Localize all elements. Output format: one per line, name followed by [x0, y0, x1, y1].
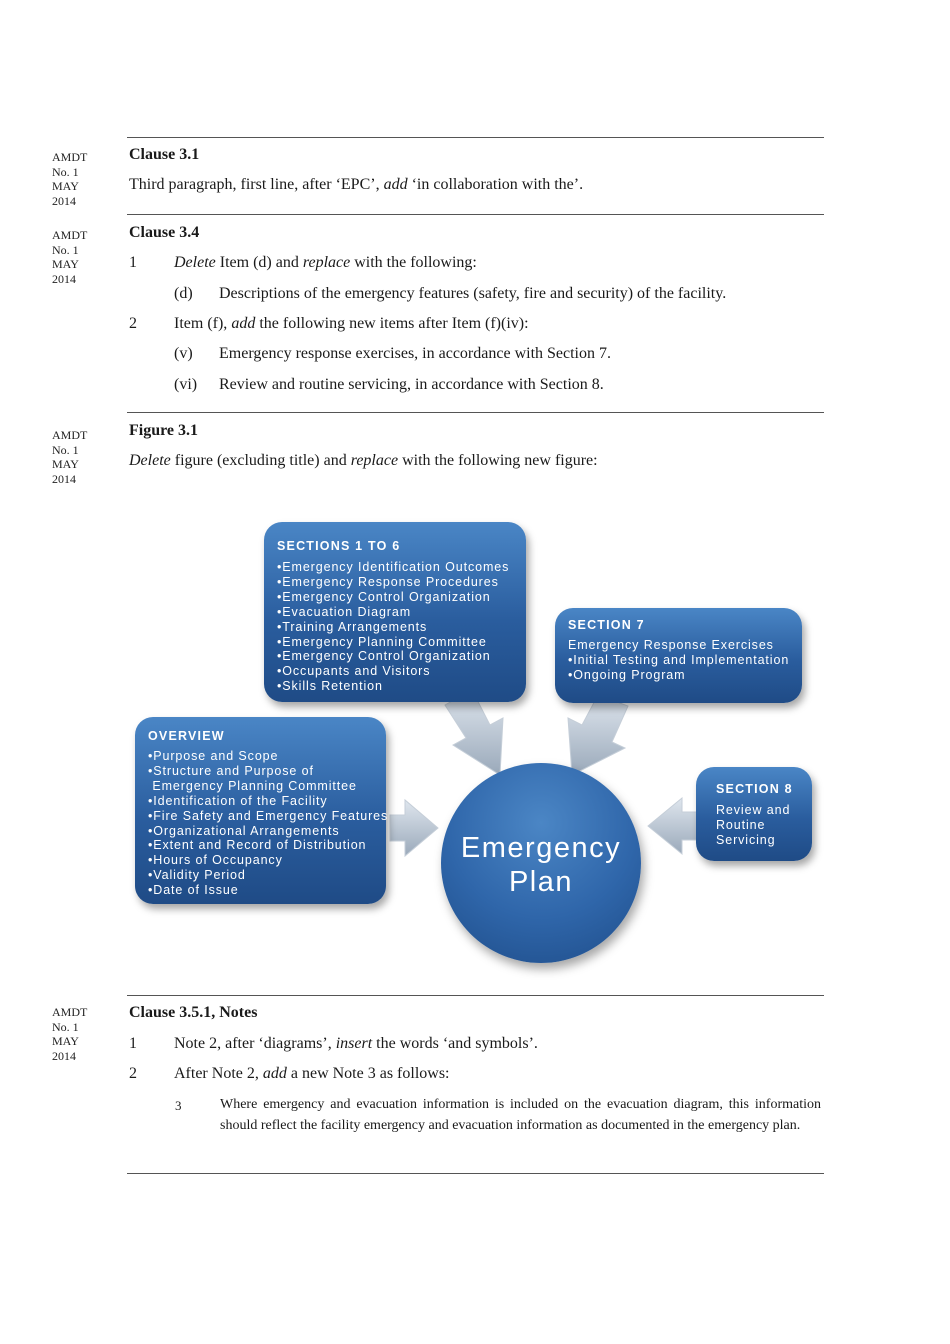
overview-box	[135, 717, 389, 904]
sub-item-label: (v)	[174, 345, 193, 362]
list-item: •Ongoing Program	[568, 667, 686, 682]
list-item: Routine	[716, 817, 766, 832]
list-item: •Emergency Response Procedures	[277, 574, 499, 589]
arrow-from-section-8	[648, 798, 700, 854]
list-item: •Organizational Arrangements	[148, 823, 340, 838]
figure-3-1-text: Delete figure (excluding title) and replace with the following new figure:	[129, 452, 598, 469]
list-item: •Fire Safety and Emergency Features	[148, 808, 389, 823]
emergency-plan-circle	[441, 763, 641, 963]
sub-item-label: (d)	[174, 285, 193, 302]
box-list	[277, 560, 509, 694]
note-number: 3	[175, 1098, 182, 1113]
list-item: •Hours of Occupancy	[148, 853, 283, 868]
list-item: •Extent and Record of Distribution	[148, 838, 367, 853]
figure-3-1-heading: Figure 3.1	[129, 422, 199, 439]
sub-item-vi-text: Review and routine servicing, in accordance with Section 8.	[219, 376, 604, 393]
list-item: •Emergency Planning Committee	[277, 634, 487, 649]
item-number: 2	[129, 1065, 137, 1082]
list-item: •Initial Testing and Implementation	[568, 652, 790, 667]
arrow-from-overview	[390, 800, 438, 856]
clause-3-1-text: Third paragraph, first line, after ‘EPC’, add ‘in collaboration with the’.	[129, 176, 584, 193]
list-item: Servicing	[716, 832, 776, 847]
box-list	[568, 638, 789, 683]
list-item: •Date of Issue	[148, 883, 239, 898]
list-item: •Emergency Identification Outcomes	[277, 560, 510, 574]
clause-3-4-item-1: Delete Item (d) and replace with the following:	[174, 254, 477, 271]
list-item: •Emergency Control Organization	[277, 589, 491, 604]
section-7-box	[555, 608, 802, 703]
list-item: •Structure and Purpose of	[148, 763, 314, 778]
clause-3-4-item-2: Item (f), add the following new items after Item (f)(iv):	[174, 315, 529, 332]
section-8-box	[696, 767, 812, 861]
sub-item-label: (vi)	[174, 376, 198, 393]
arrow-from-sections-1-6	[445, 690, 503, 775]
note-3-text: Where emergency and evacuation information is included on the evacuation diagram, this information should reflect the facility emergency and evacuation information as documented in the emergency plan.	[220, 1097, 821, 1133]
box-title: OVERVIEW	[148, 729, 225, 743]
arrow-from-section-7	[568, 695, 628, 775]
amendment-note: AMDT No. 1 MAY 2014	[52, 428, 88, 486]
sub-item-d-text: Descriptions of the emergency features (safety, fire and security) of the facility.	[219, 285, 727, 302]
list-item: •Evacuation Diagram	[277, 604, 412, 619]
clause-3-1-heading: Clause 3.1	[129, 146, 200, 163]
list-item: •Training Arrangements	[277, 619, 428, 634]
box-list	[716, 803, 790, 848]
amendment-note: AMDT No. 1 MAY 2014	[52, 1005, 88, 1063]
item-number: 1	[129, 1035, 137, 1052]
list-item: Review and	[716, 803, 791, 817]
list-item: •Emergency Control Organization	[277, 649, 491, 664]
clause-3-4-heading: Clause 3.4	[129, 224, 200, 241]
item-number: 1	[129, 254, 137, 271]
clause-3-5-1-item-1: Note 2, after ‘diagrams’, insert the words ‘and symbols’.	[174, 1035, 538, 1052]
box-title: SECTION 7	[568, 618, 645, 632]
box-title: SECTIONS 1 TO 6	[277, 539, 401, 553]
circle-label: Emergency Plan	[460, 832, 622, 898]
box-list	[148, 749, 388, 898]
amendment-note: AMDT No. 1 MAY 2014	[52, 150, 88, 208]
list-item: •Occupants and Visitors	[277, 664, 431, 679]
list-item: Emergency Planning Committee	[148, 778, 357, 793]
sections-1-to-6-box	[264, 522, 526, 702]
clause-3-5-1-heading: Clause 3.5.1, Notes	[129, 1004, 258, 1021]
list-item: •Purpose and Scope	[148, 749, 279, 763]
list-item: Emergency Response Exercises	[568, 638, 774, 652]
sub-item-v-text: Emergency response exercises, in accordance with Section 7.	[219, 345, 611, 362]
list-item: •Validity Period	[148, 868, 246, 883]
list-item: •Identification of the Facility	[148, 793, 328, 808]
clause-3-5-1-item-2: After Note 2, add a new Note 3 as follows:	[174, 1065, 450, 1082]
item-number: 2	[129, 315, 137, 332]
amendment-note: AMDT No. 1 MAY 2014	[52, 228, 88, 286]
list-item: •Skills Retention	[277, 679, 383, 694]
box-title: SECTION 8	[716, 782, 793, 796]
